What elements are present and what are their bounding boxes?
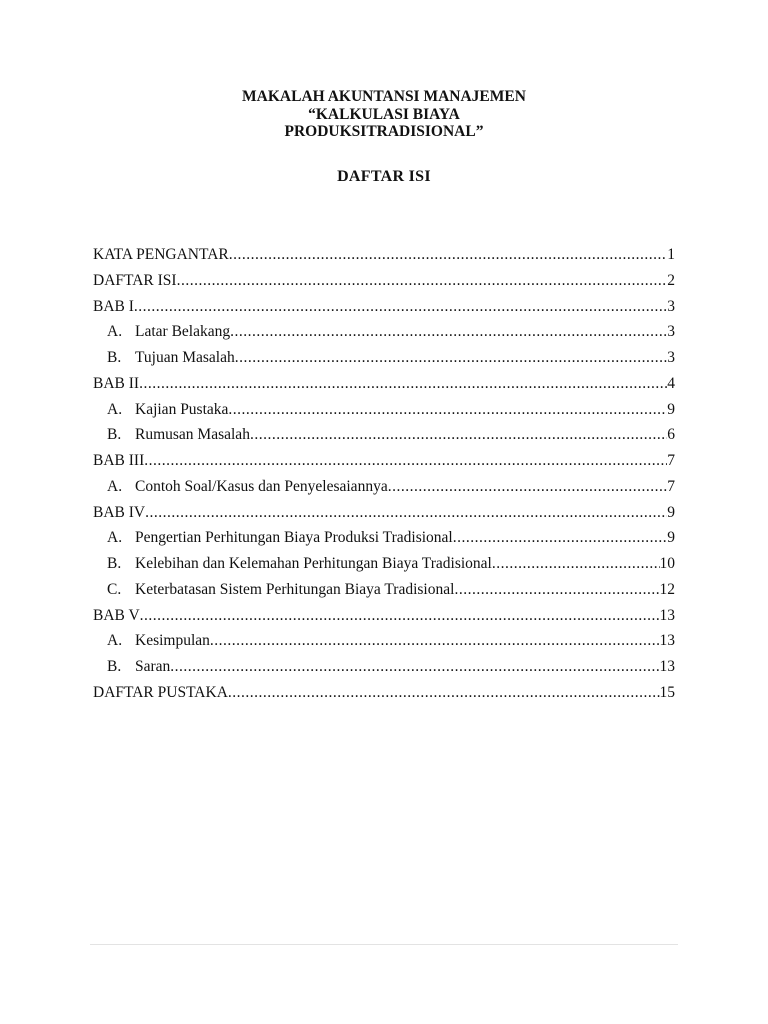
toc-page-number: 9 — [667, 529, 675, 547]
toc-entry-label: BAB III — [93, 452, 145, 469]
toc-dot-leader — [134, 294, 667, 320]
toc-page-number: 12 — [659, 580, 675, 598]
toc-entry-letter: B. — [107, 658, 122, 675]
table-of-contents — [93, 242, 675, 706]
toc-entry[interactable] — [93, 268, 675, 294]
toc-entry-label: Contoh Soal/Kasus dan Penyelesaiannya — [135, 477, 388, 495]
toc-dot-leader — [235, 345, 668, 371]
toc-entry-label: BAB IV — [93, 503, 146, 521]
toc-entry-letter: A. — [107, 477, 123, 495]
toc-entry-letter: A. — [107, 400, 123, 418]
toc-entry-label: DAFTAR ISI — [93, 271, 177, 289]
toc-page-number: 13 — [659, 606, 675, 624]
toc-page-number: 13 — [659, 658, 675, 675]
toc-dot-leader — [492, 551, 660, 577]
toc-entry-letter: A. — [107, 323, 123, 341]
toc-page-number: 10 — [659, 555, 675, 572]
toc-entry-letter: C. — [107, 580, 122, 598]
toc-entry[interactable] — [93, 242, 675, 268]
toc-page-number: 3 — [667, 349, 675, 366]
toc-entry[interactable] — [93, 525, 675, 551]
toc-entry[interactable] — [93, 603, 675, 629]
title-line-2: “KALKULASI BIAYA — [308, 105, 460, 123]
toc-page-number: 13 — [659, 632, 675, 650]
toc-entry-label: Kajian Pustaka — [135, 400, 229, 418]
toc-entry-label: Pengertian Perhitungan Biaya Produksi Tradisional — [135, 529, 453, 547]
toc-entry[interactable] — [93, 474, 675, 500]
toc-entry-letter: B. — [107, 426, 122, 444]
toc-entry[interactable] — [93, 448, 675, 474]
toc-dot-leader — [210, 628, 660, 654]
toc-dot-leader — [454, 577, 659, 603]
toc-dot-leader — [228, 680, 660, 706]
toc-dot-leader — [145, 500, 667, 526]
toc-entry[interactable] — [93, 422, 675, 448]
toc-entry[interactable] — [93, 628, 675, 654]
toc-page-number: 3 — [667, 297, 675, 315]
toc-entry-label: Keterbatasan Sistem Perhitungan Biaya Tradisional — [135, 580, 455, 598]
toc-dot-leader — [229, 242, 668, 268]
toc-entry[interactable] — [93, 294, 675, 320]
toc-page-number: 4 — [667, 374, 675, 392]
title-line-1: MAKALAH AKUNTANSI MANAJEMEN — [242, 88, 526, 105]
toc-dot-leader — [453, 525, 668, 551]
toc-entry-label: DAFTAR PUSTAKA — [93, 683, 228, 701]
toc-page-number: 7 — [667, 477, 675, 495]
toc-page-number: 9 — [667, 400, 675, 418]
toc-entry[interactable] — [93, 371, 675, 397]
toc-entry[interactable] — [93, 551, 675, 577]
toc-page-number: 15 — [659, 683, 675, 701]
toc-entry-label: KATA PENGANTAR — [93, 246, 229, 263]
footer-divider — [90, 944, 678, 945]
toc-dot-leader — [144, 448, 667, 474]
toc-entry[interactable] — [93, 577, 675, 603]
toc-entry-label: Latar Belakang — [135, 323, 231, 341]
toc-entry[interactable] — [93, 345, 675, 371]
toc-entry-label: BAB II — [93, 374, 140, 392]
toc-page-number: 7 — [667, 452, 675, 469]
title-line-3: PRODUKSITRADISIONAL” — [284, 123, 484, 140]
toc-page-number: 3 — [667, 323, 675, 341]
toc-entry[interactable] — [93, 500, 675, 526]
toc-dot-leader — [177, 268, 668, 294]
toc-entry-label: Kelebihan dan Kelemahan Perhitungan Biaya Tradisional — [135, 555, 492, 572]
toc-entry-letter: B. — [107, 349, 122, 366]
toc-page-number: 1 — [667, 246, 675, 263]
document-title — [0, 88, 768, 141]
toc-heading: DAFTAR ISI — [337, 168, 431, 185]
toc-entry-label: BAB V — [93, 606, 140, 624]
toc-dot-leader — [139, 371, 667, 397]
toc-page-number: 6 — [667, 426, 675, 444]
toc-dot-leader — [140, 603, 660, 629]
toc-entry[interactable] — [93, 680, 675, 706]
toc-entry[interactable] — [93, 654, 675, 680]
toc-dot-leader — [170, 654, 659, 680]
toc-entry-label: Kesimpulan — [135, 632, 210, 650]
toc-entry-letter: B. — [107, 555, 122, 572]
toc-dot-leader — [250, 422, 667, 448]
toc-entry-label: Rumusan Masalah — [135, 426, 250, 444]
toc-entry[interactable] — [93, 397, 675, 423]
toc-page-number: 2 — [667, 271, 675, 289]
toc-entry-label: Saran — [135, 658, 171, 675]
toc-entry-letter: A. — [107, 632, 123, 650]
toc-entry[interactable] — [93, 319, 675, 345]
toc-entry-label: BAB I — [93, 297, 134, 315]
toc-entry-label: Tujuan Masalah — [135, 349, 235, 366]
toc-dot-leader — [230, 319, 667, 345]
toc-entry-letter: A. — [107, 529, 123, 547]
toc-dot-leader — [228, 397, 667, 423]
toc-page-number: 9 — [667, 503, 675, 521]
toc-dot-leader — [388, 474, 668, 500]
